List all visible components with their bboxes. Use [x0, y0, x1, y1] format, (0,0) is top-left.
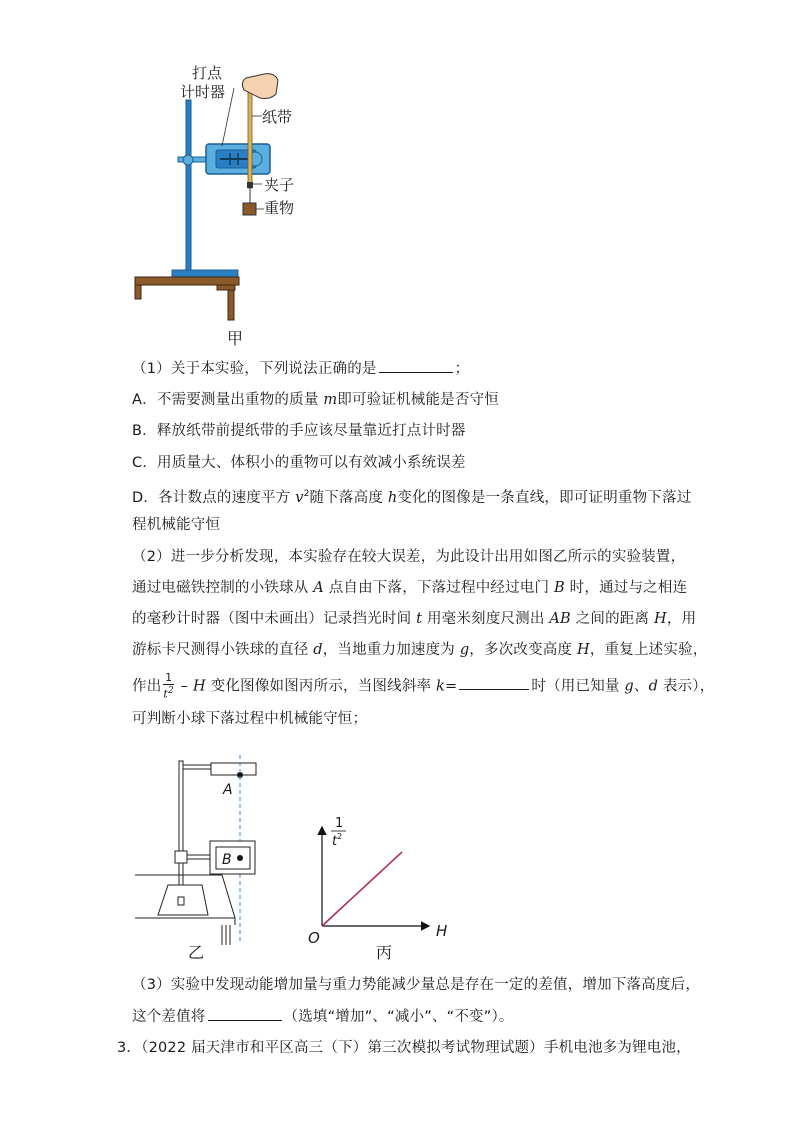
q3-answer-blank[interactable]	[208, 1006, 282, 1021]
ball-b	[237, 855, 243, 861]
fraction-1-over-t2: $\frac{1}{t^2}$	[163, 671, 174, 701]
stand-rod	[186, 100, 191, 273]
clamp-knob	[183, 155, 193, 165]
q1-answer-blank[interactable]	[379, 358, 453, 373]
paper-tape	[248, 88, 252, 188]
figure-bing-graph	[300, 810, 460, 970]
caption-yi: 乙	[188, 943, 205, 962]
q1-option-d-cont: 程机械能守恒	[132, 517, 221, 533]
q1-option-b: B．释放纸带前提纸带的手应该尽量靠近打点计时器	[132, 423, 466, 439]
y-label-numerator: 1	[335, 816, 344, 831]
q2-line-2: 通过电磁铁控制的小铁球从 A 点自由下落，下落过程中经过电门 B 时，通过与之相连	[132, 580, 688, 596]
figure-jia-apparatus	[130, 60, 320, 350]
q2-line-4: 游标卡尺测得小铁球的直径 d，当地重力加速度为 g，多次改变高度 H，重复上述实验，	[132, 642, 708, 658]
stand-base	[172, 270, 238, 277]
label-timer-1: 打点	[192, 64, 223, 82]
q1-option-a: A．不需要测量出重物的质量 m即可验证机械能是否守恒	[132, 392, 499, 408]
q2-line-1: （2）进一步分析发现，本实验存在较大误差，为此设计出用如图乙所示的实验装置，	[132, 549, 686, 565]
figure-yi-apparatus	[130, 755, 270, 965]
q2-line-3: 的毫秒计时器（图中未画出）记录挡光时间 t 用毫米刻度尺测出 AB 之间的距离 H，用	[132, 611, 697, 627]
label-weight: 重物	[264, 199, 295, 217]
q-next-line-1: 3．（2022 届天津市和平区高三（下）第三次模拟考试物理试题）手机电池多为锂电池，	[117, 1040, 691, 1056]
caption-jia: 甲	[227, 329, 244, 348]
electromagnet	[211, 763, 256, 775]
clip	[247, 182, 253, 188]
q2-line-6: 可判断小球下落过程中机械能守恒；	[132, 711, 368, 727]
q2-answer-blank[interactable]	[459, 675, 529, 690]
caption-bing: 丙	[376, 943, 393, 962]
q1-stem: （1）关于本实验，下列说法正确的是 ；	[132, 358, 469, 379]
origin-label: O	[308, 929, 320, 947]
q2-line-5: 作出 $\frac{1}{t^2}$ – H 变化图像如图丙所示，当图线斜率 k= 时（用已知量 g、d 表示），	[132, 671, 715, 701]
data-line	[322, 852, 402, 926]
yi-top-arm	[183, 765, 211, 769]
label-a: A	[223, 782, 233, 798]
q3-line-2: 这个差值将 （选填“增加”、“减小”、“不变”）。	[132, 1006, 514, 1027]
y-label-denominator: $t^2$	[332, 832, 343, 849]
weight-block	[243, 203, 256, 215]
q1-option-d: D．各计数点的速度平方 $v^2$随下落高度 h变化的图像是一条直线，即可证明重物下落过	[132, 489, 692, 506]
label-timer-2: 计时器	[180, 83, 226, 101]
q3-line-1: （3）实验中发现动能增加量与重力势能减少量总是存在一定的差值，增加下落高度后，	[132, 977, 701, 993]
table	[135, 277, 239, 320]
label-clip: 夹子	[264, 176, 295, 194]
q1-option-c: C．用质量大、体积小的重物可以有效减小系统误差	[132, 455, 466, 471]
label-b: B	[222, 852, 232, 868]
label-tape: 纸带	[262, 108, 293, 126]
timer-device	[206, 144, 270, 174]
x-label: H	[436, 922, 448, 940]
